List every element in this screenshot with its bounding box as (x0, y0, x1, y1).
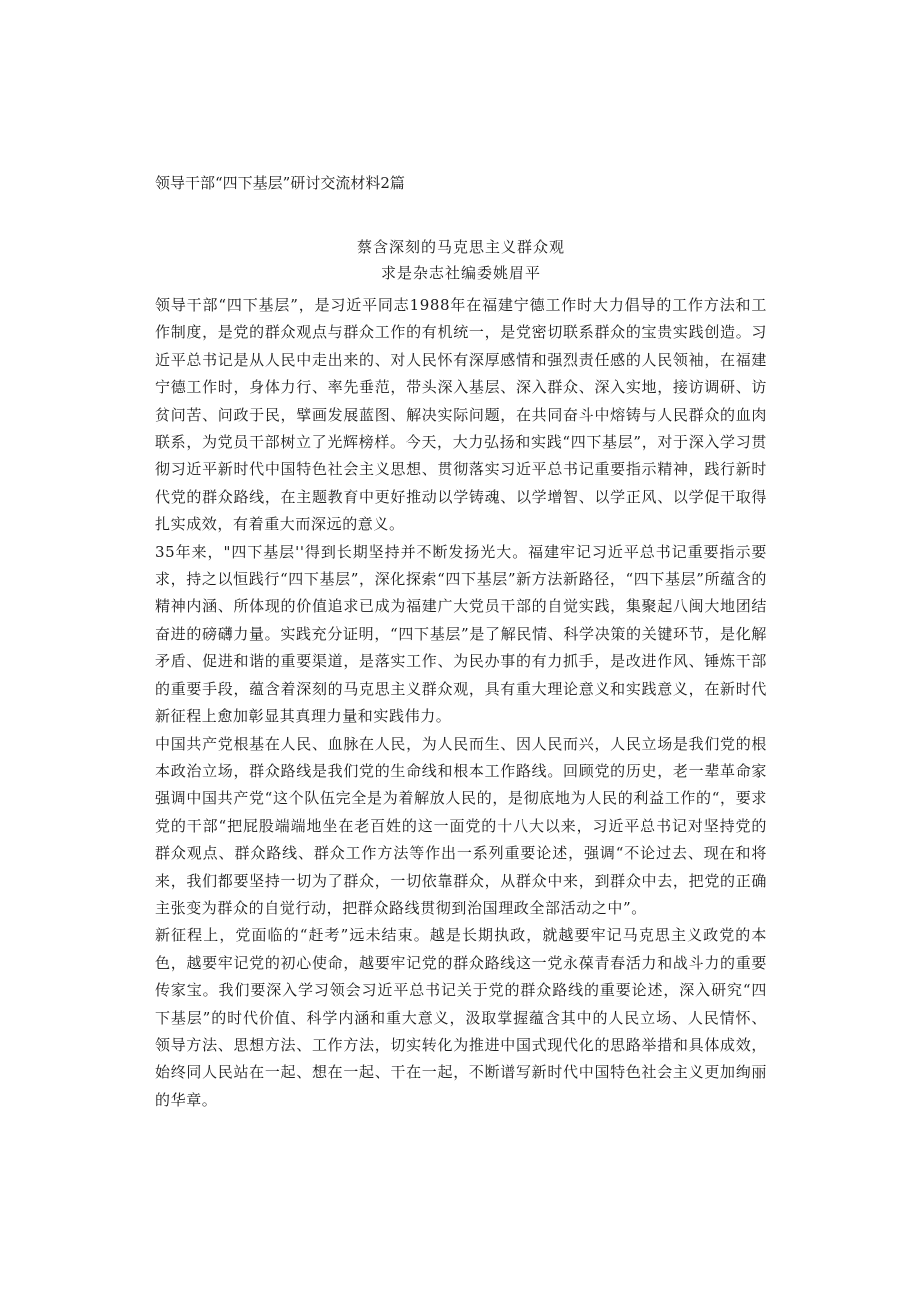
article-title: 蔡含深刻的马克思主义群众观 (356, 238, 565, 256)
document-page (155, 170, 767, 1114)
body-paragraph-1: 领导干部“四下基层”，是习近平同志1988年在福建宁德工作时大力倡导的工作方法和工作制度，是党的群众观点与群众工作的有机统一，是党密切联系群众的宝贵实践创造。习近平总书记是从人民中走出来的、对人民怀有深厚感情和强烈责任感的人民领袖，在福建宁德工作时，身体力行、率先垂范，带头深入基层、深入群众、深入实地，接访调研、访贫问苦、问政于民，擘画发展蓝图、解决实际问题，在共同奋斗中熔铸与人民群众的血肉联系，为党员干部树立了光辉榜样。今天，大力弘扬和实践“四下基层”，对于深入学习贯彻习近平新时代中国特色社会主义思想、贯彻落实习近平总书记重要指示精神，践行新时代党的群众路线，在主题教育中更好推动以学铸魂、以学增智、以学正风、以学促干取得扎实成效，有着重大而深远的意义。 (155, 296, 767, 534)
body-paragraph-4: 新征程上，党面临的“赶考”远未结束。越是长期执政，就越要牢记马克思主义政党的本色，越要牢记党的初心使命，越要牢记党的群众路线这一党永葆青春活力和战斗力的重要传家宝。我们要深入学习领会习近平总书记关于党的群众路线的重要论述，深入研究“四下基层”的时代价值、科学内涵和重大意义，汲取掌握蕴含其中的人民立场、人民情怀、领导方法、思想方法、工作方法，切实转化为推进中国式现代化的思路举措和具体成效，始终同人民站在一起、想在一起、干在一起，不断谱写新时代中国特色社会主义更加绚丽的华章。 (155, 926, 767, 1109)
article-byline: 求是杂志社编委姚眉平 (380, 264, 541, 282)
body-paragraph-3: 中国共产党根基在人民、血脉在人民，为人民而生、因人民而兴，人民立场是我们党的根本政治立场，群众路线是我们党的生命线和根本工作路线。回顾党的历史，老一辈革命家强调中国共产党“这个队伍完全是为着解放人民的，是彻底地为人民的利益工作的“，要求党的干部“把屁股端端地坐在老百姓的这一面党的十八大以来，习近平总书记对坚持党的群众观点、群众路线、群众工作方法等作出一系列重要论述，强调“不论过去、现在和将来，我们都要坚持一切为了群众，一切依靠群众，从群众中来，到群众中去，把党的正确主张变为群众的自觉行动，把群众路线贯彻到治国理政全部活动之中”。 (155, 734, 767, 917)
document-heading: 领导干部“四下基层”研讨交流材料2篇 (155, 174, 405, 192)
body-paragraph-2: 35年来，"四下基层''得到长期坚持并不断发扬光大。福建牢记习近平总书记重要指示要求，持之以恒践行“四下基层”，深化探索“四下基层”新方法新路径，“四下基层”所蕴含的精神内涵、所体现的价值追求已成为福建广大党员干部的自觉实践，集聚起八闽大地团结奋进的磅礴力量。实践充分证明，“四下基层”是了解民情、科学决策的关键环节，是化解矛盾、促进和谐的重要渠道，是落实工作、为民办事的有力抓手，是改进作风、锤炼干部的重要手段，蕴含着深刻的马克思主义群众观，具有重大理论意义和实践意义，在新时代新征程上愈加彰显其真理力量和实践伟力。 (155, 542, 767, 726)
